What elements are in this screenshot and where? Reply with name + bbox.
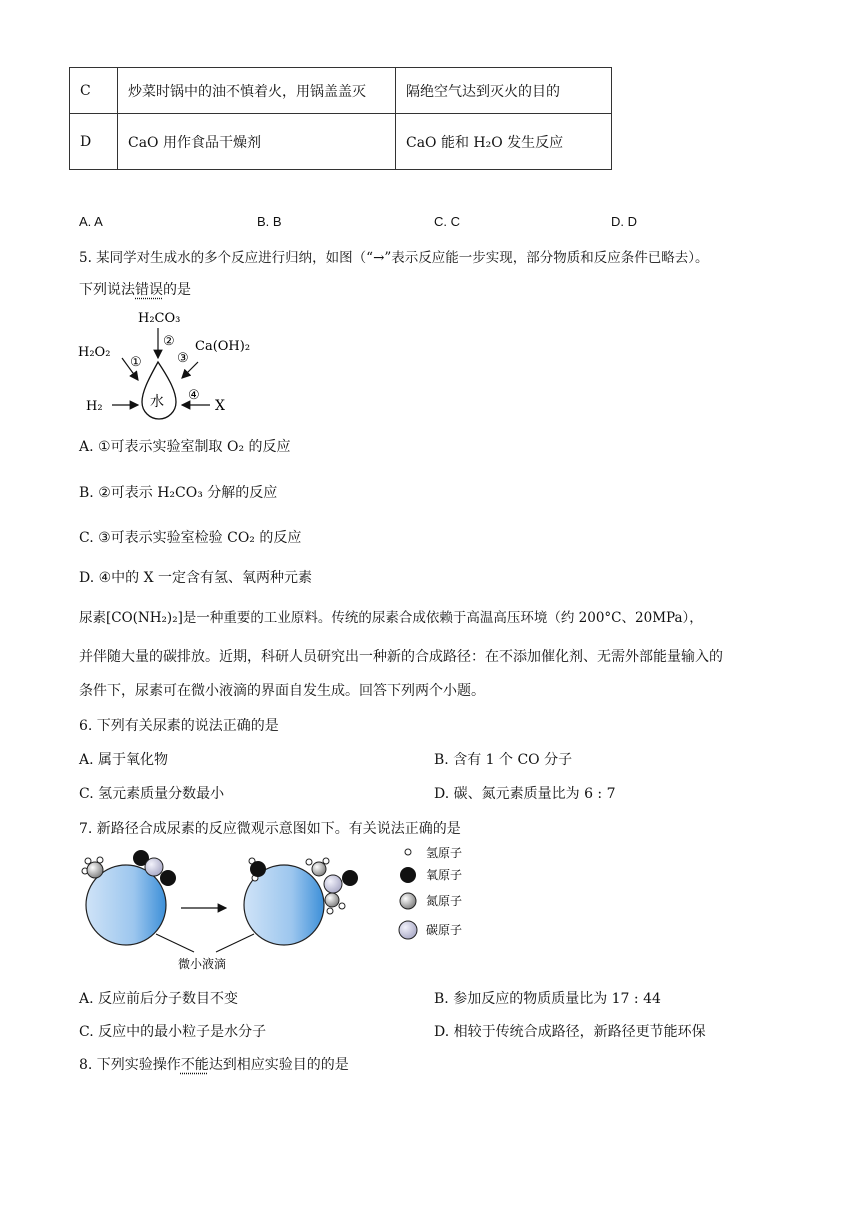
nitrogen-atom [325,893,339,907]
hydrogen-atom [306,859,312,865]
legend-nitrogen: 氮原子 [426,894,463,908]
x-label: X [215,398,225,414]
q7-stem: 7. 新路径合成尿素的反应微观示意图如下。有关说法正确的是 [79,821,461,837]
droplet-label: 微小液滴 [178,957,227,971]
q8-stem-prefix: 8. 下列实验操作 [79,1057,181,1073]
q5-stem-line2 [79,279,191,299]
h2-label: H₂ [86,399,103,414]
q8-stem-emphasis: 不能 [180,1057,209,1073]
nitrogen-atom [312,862,326,876]
q8-stem [79,1054,349,1074]
legend-hydrogen: 氢原子 [426,846,463,860]
q5-stem-line1: 5. 某同学对生成水的多个反应进行归纳，如图（“→”表示反应能一步实现，部分物质和反应条件已略去）。 [79,250,709,266]
hydrogen-atom [327,908,333,914]
caoh2-label: Ca(OH)₂ [195,339,251,354]
oxygen-atom [160,870,176,886]
row-letter: C [70,68,118,114]
oxygen-legend-icon [400,867,416,883]
urea-reaction-diagram [76,840,496,980]
q7-option-b[interactable]: B. 参加反应的物质质量比为 17 : 44 [434,991,661,1007]
q6-option-b[interactable]: B. 含有 1 个 CO 分子 [434,752,573,768]
answer-table [69,67,612,170]
row-reason: 隔绝空气达到灭火的目的 [396,68,612,114]
passage-line1: 尿素[CO(NH₂)₂]是一种重要的工业原料。传统的尿素合成依赖于高温高压环境（约 200°C、20MPa）， [79,610,703,626]
label-pointer [156,934,194,952]
hydrogen-legend-icon [405,849,411,855]
label-1: ① [130,355,142,370]
oxygen-atom [250,861,266,877]
water-reaction-diagram [70,300,270,425]
legend-carbon: 碳原子 [426,923,463,937]
row-reason: CaO 能和 H₂O 发生反应 [396,114,612,170]
carbon-atom [145,858,163,876]
q5-option-b[interactable]: B. ②可表示 H₂CO₃ 分解的反应 [79,485,278,501]
q7-option-c[interactable]: C. 反应中的最小粒子是水分子 [79,1024,267,1040]
q5-option-c[interactable]: C. ③可表示实验室检验 CO₂ 的反应 [79,530,302,546]
nitrogen-legend-icon [400,893,416,909]
q5-stem-suffix: 的是 [163,282,191,298]
h2co3-label: H₂CO₃ [138,311,181,326]
q5-stem-emphasis: 错误 [135,282,163,298]
q4-option-b[interactable]: B. B [257,214,282,229]
q4-option-c[interactable]: C. C [434,214,460,229]
row-item: 炒菜时锅中的油不慎着火，用锅盖盖灭 [118,68,396,114]
row-letter: D [70,114,118,170]
table-row [70,114,612,170]
q4-option-d[interactable]: D. D [611,214,637,229]
q8-stem-suffix: 达到相应实验目的的是 [208,1057,349,1073]
q6-option-c[interactable]: C. 氢元素质量分数最小 [79,786,225,802]
row-item: CaO 用作食品干燥剂 [118,114,396,170]
passage-line3: 条件下，尿素可在微小液滴的界面自发生成。回答下列两个小题。 [79,683,485,699]
q7-option-a[interactable]: A. 反应前后分子数目不变 [79,991,239,1007]
legend-oxygen: 氧原子 [426,868,463,882]
q7-option-d[interactable]: D. 相较于传统合成路径，新路径更节能环保 [434,1024,706,1040]
carbon-legend-icon [399,921,417,939]
q6-option-a[interactable]: A. 属于氧化物 [79,752,169,768]
hydrogen-atom [323,858,329,864]
label-2: ② [163,334,175,349]
h2o2-label: H₂O₂ [78,345,111,360]
label-pointer [216,934,254,952]
nitrogen-atom [87,862,103,878]
q5-stem-prefix: 下列说法 [79,282,135,298]
q4-option-a[interactable]: A. A [79,214,103,229]
hydrogen-atom [339,903,345,909]
water-drop-icon [142,362,176,419]
q5-option-a[interactable]: A. ①可表示实验室制取 O₂ 的反应 [79,439,291,455]
carbon-atom [324,875,342,893]
passage-line2: 并伴随大量的碳排放。近期，科研人员研究出一种新的合成路径：在不添加催化剂、无需外部能量输入的 [79,649,723,665]
q6-stem: 6. 下列有关尿素的说法正确的是 [79,718,279,734]
water-label: 水 [150,394,164,410]
label-4: ④ [188,388,200,403]
table-row [70,68,612,114]
label-3: ③ [177,351,189,366]
oxygen-atom [342,870,358,886]
q6-option-d[interactable]: D. 碳、氮元素质量比为 6 : 7 [434,786,616,802]
q5-option-d[interactable]: D. ④中的 X 一定含有氢、氧两种元素 [79,570,313,586]
